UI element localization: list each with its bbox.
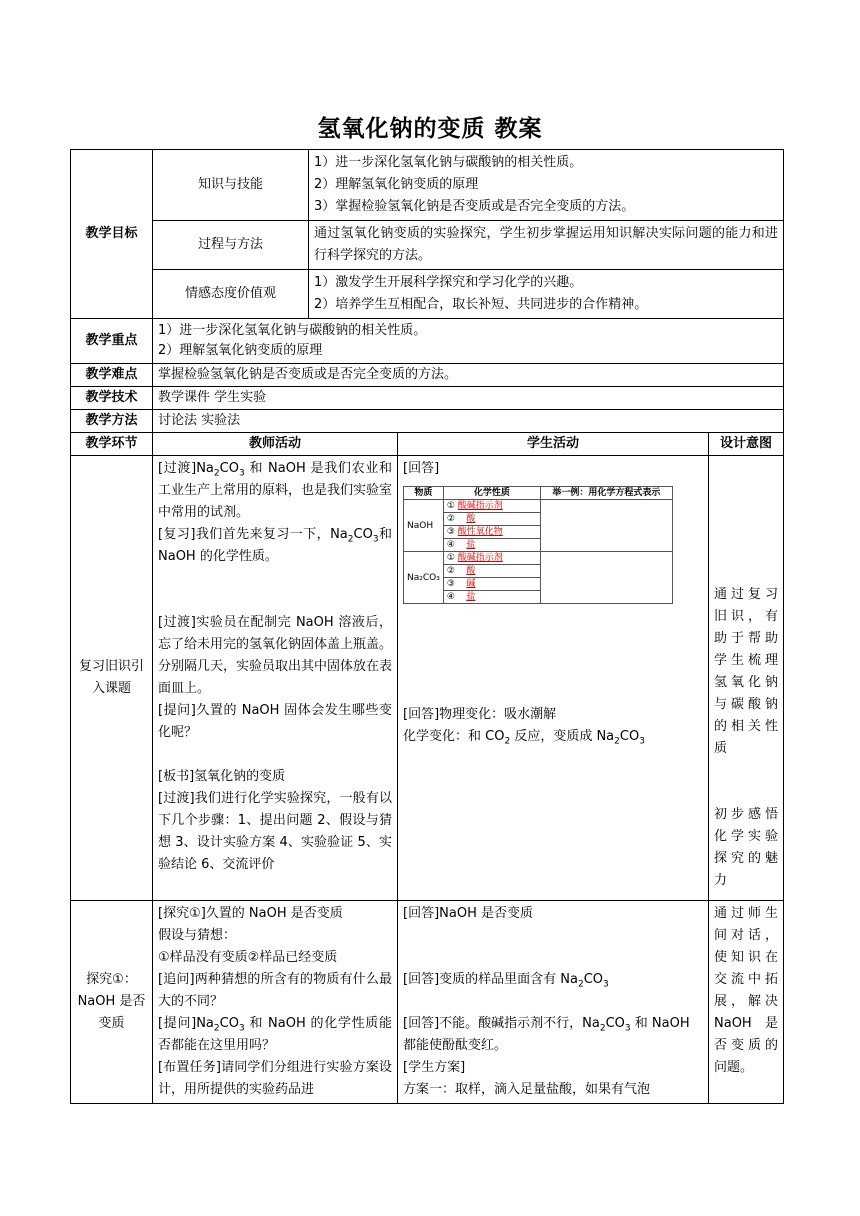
section-explore-row — [71, 901, 784, 1104]
property-value: 酸 — [466, 566, 476, 576]
process-content: 通过氢氧化钠变质的实验探究，学生初步掌握运用知识解决实际问题的能力和进行科学探究的方法。 — [309, 221, 784, 270]
goal-process-row — [71, 221, 784, 270]
knowledge-label: 知识与技能 — [153, 150, 309, 221]
intent-paragraph: 初步感悟化学实验探究的魅力 — [714, 807, 779, 888]
teacher-paragraph: [复习]我们首先来复习一下，$Na_2CO_3$和 NaOH 的化学性质。 — [158, 527, 392, 564]
na2co3-label: Na₂CO₃ — [404, 552, 444, 604]
technology-content: 教学课件 学生实验 — [153, 387, 784, 410]
teacher-paragraph: ①样品没有变质②样品已经变质 — [158, 950, 338, 965]
knowledge-line: 1）进一步深化氢氧化钠与碳酸钠的相关性质。 — [314, 155, 583, 170]
key-points-content — [153, 319, 784, 364]
key-point-line: 2）理解氢氧化钠变质的原理 — [158, 343, 323, 358]
property-value: 酸碱指示剂 — [457, 501, 503, 511]
page-title: 氢氧化钠的变质 教案 — [317, 116, 543, 142]
section1-student — [398, 456, 709, 901]
key-points-row — [71, 319, 784, 364]
teacher-paragraph: [过渡]实验员在配制完 NaOH 溶液后，忘了给未用完的氢氧化钠固体盖上瓶盖。分别隔几天，实验员取出其中固体放在表面皿上。 — [158, 615, 393, 696]
section1-intent — [709, 456, 784, 901]
method-label: 教学方法 — [71, 410, 153, 433]
teacher-paragraph: [追问]两种猜想的所含有的物质有什么最大的不同？ — [158, 972, 392, 1009]
section1-stage: 复习旧识引入课题 — [71, 456, 153, 901]
header-student: 学生活动 — [398, 433, 709, 456]
student-answer: [回答]NaOH 是否变质 — [403, 906, 533, 921]
student-answer: 方案一：取样，滴入足量盐酸，如果有气泡 — [403, 1082, 651, 1097]
mini-header: 物质 — [404, 487, 444, 500]
emotion-line: 1）激发学生开展科学探究和学习化学的兴趣。 — [314, 275, 583, 290]
knowledge-content — [309, 150, 784, 221]
emotion-content — [309, 270, 784, 319]
property-value: 盐 — [466, 592, 476, 602]
key-points-label: 教学重点 — [71, 319, 153, 364]
property-value: 盐 — [466, 540, 476, 550]
goal-emotion-row — [71, 270, 784, 319]
emotion-label: 情感态度价值观 — [153, 270, 309, 319]
section2-student — [398, 901, 709, 1104]
student-answer: [回答]不能。酸碱指示剂不行，$Na_2CO_3$ 和 NaOH 都能使酚酞变红。 — [403, 1016, 690, 1053]
section2-intent: 通过师生间对话，使知识在交流中拓展，解决 NaOH 是否变质的问题。 — [709, 901, 784, 1104]
difficulty-label: 教学难点 — [71, 364, 153, 387]
teacher-paragraph: [过渡]$Na_2CO_3$ 和 NaOH 是我们农业和工业生产上常用的原料，也是我们实验室中常用的试剂。 — [158, 461, 393, 520]
activity-header-row — [71, 433, 784, 456]
property-value: 酸 — [466, 514, 476, 524]
lesson-plan-table — [70, 149, 784, 1104]
knowledge-line: 2）理解氢氧化钠变质的原理 — [314, 177, 479, 192]
student-answer: [学生方案] — [403, 1060, 466, 1075]
mini-header: 举一例：用化学方程式表示 — [540, 487, 672, 500]
intent-paragraph: 通过复习旧识，有助于帮助学生梳理氢氧化钠与碳酸钠的相关性质 — [714, 587, 779, 756]
section2-teacher — [153, 901, 398, 1104]
header-teacher: 教师活动 — [153, 433, 398, 456]
mini-header: 化学性质 — [443, 487, 540, 500]
difficulty-content: 掌握检验氢氧化钠是否变质或是否完全变质的方法。 — [153, 364, 784, 387]
technology-label: 教学技术 — [71, 387, 153, 410]
properties-table: 物质 化学性质 举一例：用化学方程式表示 NaOH ① 酸碱指示剂 ② 酸 ③ 酸性氧化物 ④ 盐 Na₂CO₃ ① 酸碱指示剂 ② 酸 ③ 碱 ④ 盐 — [403, 486, 673, 604]
method-row — [71, 410, 784, 433]
naoh-label: NaOH — [404, 500, 444, 552]
student-answer: [回答]物理变化：吸水潮解 — [403, 707, 557, 722]
teacher-paragraph: [提问]久置的 NaOH 固体会发生哪些变化呢？ — [158, 703, 392, 740]
knowledge-line: 3）掌握检验氢氧化钠是否变质或是否完全变质的方法。 — [314, 199, 635, 214]
header-intent: 设计意图 — [709, 433, 784, 456]
property-value: 碱 — [466, 579, 476, 589]
student-answer: 化学变化：和 $CO_2$ 反应，变质成 $Na_2CO_3$ — [403, 729, 645, 747]
section-review-row — [71, 456, 784, 901]
goals-label: 教学目标 — [71, 150, 153, 319]
teacher-paragraph: [过渡]我们进行化学实验探究，一般有以下几个步骤：1、提出问题 2、假设与猜想 3、设计实验方案 4、实验验证 5、实验结论 6、交流评价 — [158, 791, 392, 872]
teacher-paragraph: [板书]氢氧化钠的变质 — [158, 769, 286, 784]
teacher-paragraph: [探究①]久置的 NaOH 是否变质 — [158, 906, 343, 921]
key-point-line: 1）进一步深化氢氧化钠与碳酸钠的相关性质。 — [158, 323, 427, 338]
teacher-paragraph: [布置任务]请同学们分组进行实验方案设计，用所提供的实验药品进 — [158, 1060, 392, 1097]
technology-row — [71, 387, 784, 410]
section1-teacher — [153, 456, 398, 901]
teacher-paragraph: 假设与猜想： — [158, 928, 237, 943]
property-value: 酸碱指示剂 — [457, 553, 503, 563]
student-answer: [回答]变质的样品里面含有 $Na_2CO_3$ — [403, 972, 609, 990]
section2-stage: 探究①：NaOH 是否变质 — [71, 901, 153, 1104]
property-value: 酸性氧化物 — [457, 527, 503, 537]
process-label: 过程与方法 — [153, 221, 309, 270]
emotion-line: 2）培养学生互相配合，取长补短、共同进步的合作精神。 — [314, 297, 648, 312]
student-answer: [回答] — [403, 461, 440, 476]
header-stage: 教学环节 — [71, 433, 153, 456]
method-content: 讨论法 实验法 — [153, 410, 784, 433]
teacher-paragraph: [提问]$Na_2CO_3$ 和 NaOH 的化学性质能否都能在这里用吗？ — [158, 1016, 392, 1053]
difficulty-row — [71, 364, 784, 387]
goal-knowledge-row — [71, 150, 784, 221]
